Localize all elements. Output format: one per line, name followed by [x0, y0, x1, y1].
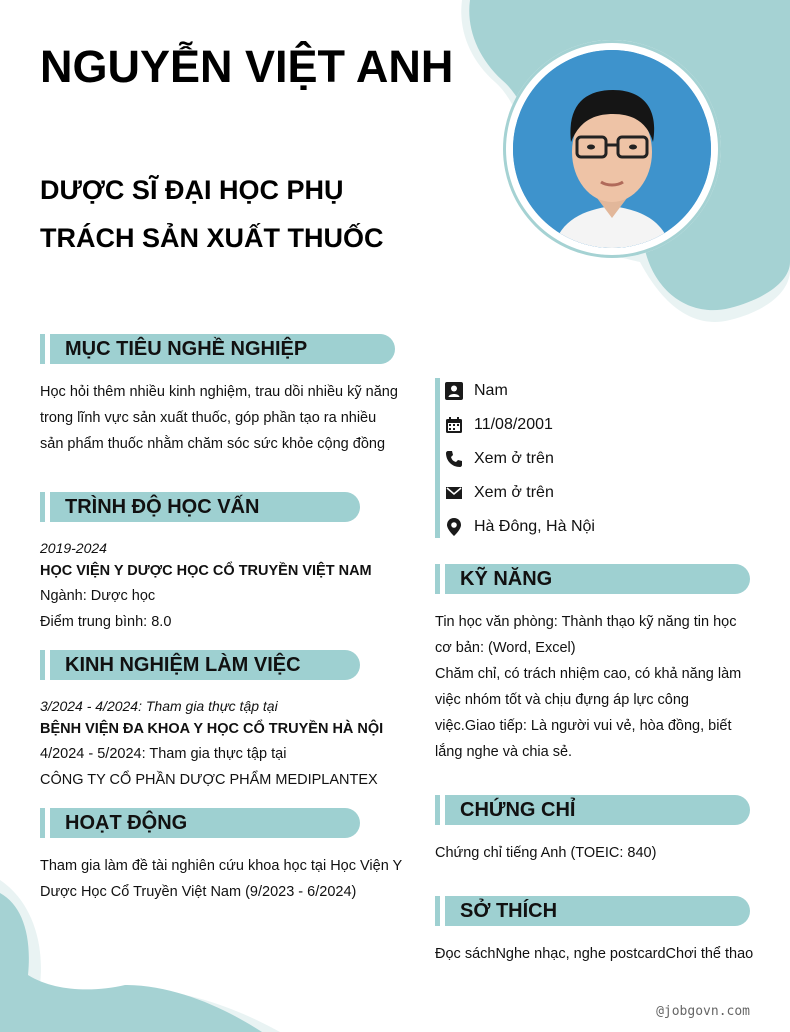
objective-title: MỤC TIÊU NGHỀ NGHIỆP — [65, 338, 308, 360]
profile-photo-frame — [503, 40, 721, 258]
mail-icon — [443, 482, 465, 504]
education-gpa: Điểm trung bình: 8.0 — [40, 614, 172, 630]
education-period: 2019-2024 — [40, 540, 107, 556]
calendar-icon — [443, 414, 465, 436]
section-header-skills — [435, 564, 750, 594]
activities-text: Tham gia làm đề tài nghiên cứu khoa học tại Học Viện Y Dược Học Cổ Truyền Việt Nam (9/2023 - 6/2024) — [40, 858, 402, 900]
skills-text-1: Tin học văn phòng: Thành thạo kỹ năng tin học cơ bản: (Word, Excel) — [435, 614, 737, 656]
skills-text-2: Chăm chỉ, có trách nhiệm cao, có khả năng làm việc nhóm tốt và chịu đựng áp lực công việc.Giao tiếp: Là người vui vẻ, hòa đồng, biết lắng nghe và chia sẻ. — [435, 666, 742, 760]
hobbies-text: Đọc sáchNghe nhạc, nghe postcardChơi thể thao — [435, 946, 754, 962]
section-header-activities — [40, 808, 360, 838]
section-header-objective — [40, 334, 395, 364]
hobbies-title: SỞ THÍCH — [460, 900, 558, 922]
certificates-text: Chứng chỉ tiếng Anh (TOEIC: 840) — [435, 845, 657, 861]
contact-accent-bar — [435, 378, 440, 538]
phone-icon — [443, 448, 465, 470]
contact-address — [443, 514, 743, 540]
education-school: HỌC VIỆN Y DƯỢC HỌC CỔ TRUYỀN VIỆT NAM — [40, 563, 372, 579]
contact-birthday — [443, 412, 743, 438]
contact-address-text: Hà Đông, Hà Nội — [474, 518, 595, 535]
section-header-education — [40, 492, 360, 522]
person-icon — [443, 380, 465, 402]
certificates-title: CHỨNG CHỈ — [460, 799, 576, 821]
experience-item1-period: 3/2024 - 4/2024: Tham gia thực tập tại — [40, 698, 278, 714]
activities-title: HOẠT ĐỘNG — [65, 812, 188, 834]
contact-phone — [443, 446, 743, 472]
education-major: Ngành: Dược học — [40, 588, 156, 604]
contact-phone-text: Xem ở trên — [474, 450, 554, 467]
experience-title: KINH NGHIỆM LÀM VIỆC — [65, 654, 301, 676]
skills-title: KỸ NĂNG — [460, 568, 553, 590]
watermark: @jobgovn.com — [656, 1004, 750, 1019]
experience-item2-period: 4/2024 - 5/2024: Tham gia thực tập tại — [40, 746, 287, 762]
contact-email — [443, 480, 743, 506]
education-title: TRÌNH ĐỘ HỌC VẤN — [65, 496, 260, 518]
contact-birthday-text: 11/08/2001 — [474, 416, 553, 433]
profile-photo — [513, 50, 711, 248]
candidate-name: NGUYỄN VIỆT ANH — [40, 41, 454, 92]
section-header-hobbies — [435, 896, 750, 926]
objective-text: Học hỏi thêm nhiều kinh nghiệm, trau dồi nhiều kỹ năng trong lĩnh vực sản xuất thuốc, góp phần tạo ra nhiều sản phẩm thuốc nhằm chăm sóc sức khỏe cộng đồng — [40, 384, 398, 452]
experience-item1-org: BỆNH VIỆN ĐA KHOA Y HỌC CỔ TRUYỀN HÀ NỘI — [40, 721, 384, 737]
contact-email-text: Xem ở trên — [474, 484, 554, 501]
section-header-experience — [40, 650, 360, 680]
experience-item2-org: CÔNG TY CỔ PHẦN DƯỢC PHẨM MEDIPLANTEX — [40, 772, 378, 788]
candidate-role: DƯỢC SĨ ĐẠI HỌC PHỤ TRÁCH SẢN XUẤT THUỐC — [40, 175, 384, 253]
contact-gender — [443, 378, 743, 404]
section-header-certificates — [435, 795, 750, 825]
location-pin-icon — [443, 516, 465, 538]
contact-gender-text: Nam — [474, 382, 508, 399]
